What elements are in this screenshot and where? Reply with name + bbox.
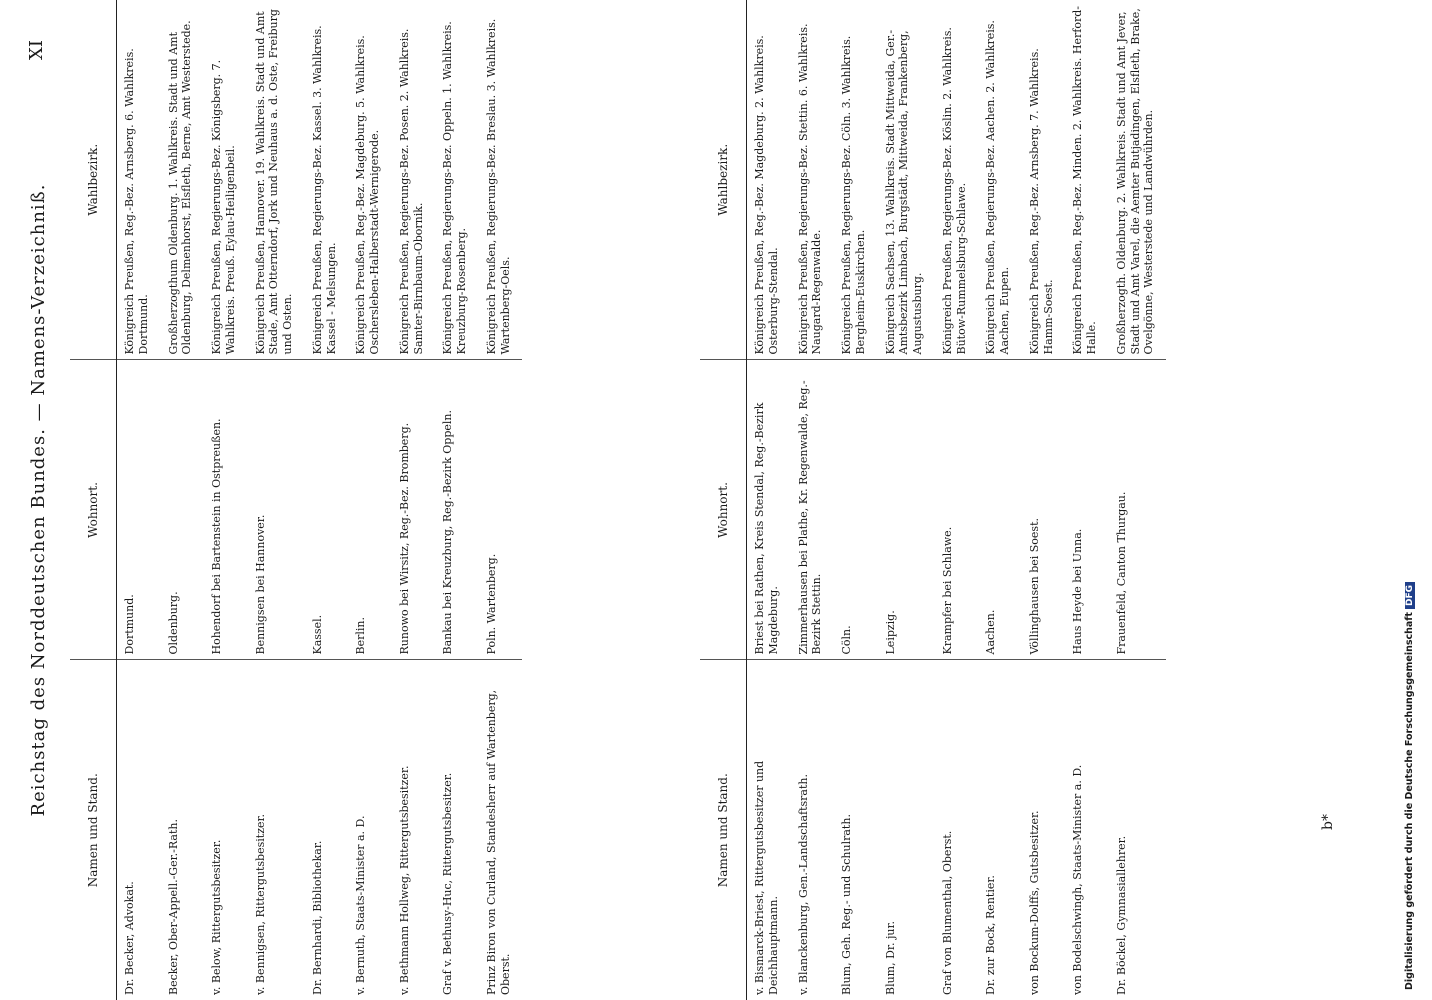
entry-name: Blum, Geh. Reg.- und Schulrath. bbox=[840, 814, 853, 995]
entry-name: v. Below, Rittergutsbesitzer. bbox=[210, 839, 223, 995]
entry-name: Graf von Blumenthal, Oberst. bbox=[940, 830, 954, 995]
entry-name: Dr. Bernhardi, Bibliothekar. bbox=[310, 840, 324, 995]
entry-wohnort: Briest bei Rathen, Kreis Stendal, Reg.-Bezirk Magdeburg. bbox=[747, 360, 791, 660]
entry-wahlbezirk: Königreich Preußen, Reg.-Bez. Magdeburg. 5. Wahlkreis. Oschersleben-Halberstadt-Wernigerode. bbox=[348, 0, 392, 360]
table-row bbox=[1109, 0, 1166, 1000]
table-row bbox=[878, 0, 935, 1000]
entry-wohnort: Bennigsen bei Hannover. bbox=[248, 360, 305, 660]
entry-wahlbezirk: Großherzogth. Oldenburg. 2. Wahlkreis. Stadt und Amt Jever, Stadt und Amt Varel, die Aemter Butjadingen, Elsfleth, Brake, Ovelgönne, Westerstede und Landwührden. bbox=[1109, 0, 1166, 360]
entry-wohnort: Poln. Wartenberg. bbox=[479, 360, 523, 660]
register-table-left bbox=[70, 0, 522, 1000]
entry-name: von Bodelschwingh, Staats-Minister a. D. bbox=[1071, 764, 1085, 995]
entry-name: Blum, Dr. jur. bbox=[883, 920, 897, 995]
entry-wohnort: Bankau bei Kreuzburg, Reg.-Bezirk Oppeln. bbox=[435, 360, 479, 660]
entry-wohnort: Oldenburg. bbox=[161, 360, 205, 660]
entry-name: Prinz Biron von Curland, Standesherr auf Wartenberg, Oberst. bbox=[484, 689, 512, 995]
table-row bbox=[204, 0, 248, 1000]
table-row bbox=[935, 0, 979, 1000]
entry-wahlbezirk: Königreich Preußen, Hannover. 19. Wahlkreis. Stadt und Amt Stade, Amt Otterndorf, Jork und Neuhaus a. d. Oste, Freiburg und Osten. bbox=[248, 0, 305, 360]
entry-name: Dr. Böckel, Gymnasiallehrer. bbox=[1114, 835, 1128, 995]
dfg-notice bbox=[1404, 10, 1415, 990]
entry-wahlbezirk: Königreich Preußen, Regierungs-Bez. Posen. 2. Wahlkreis. Samter-Birnbaum-Obornik. bbox=[392, 0, 436, 360]
entry-wahlbezirk: Königreich Preußen, Reg.-Bez. Minden. 2. Wahlkreis. Herford-Halle. bbox=[1065, 0, 1109, 360]
col-header-wohnort: Wohnort. bbox=[70, 360, 117, 660]
table-row bbox=[248, 0, 305, 1000]
entry-wahlbezirk: Königreich Preußen, Regierungs-Bez. Oppeln. 1. Wahlkreis. Kreuzburg-Rosenberg. bbox=[435, 0, 479, 360]
entry-name: Becker, Ober-Appell.-Ger.-Rath. bbox=[166, 819, 180, 995]
page-header bbox=[0, 0, 60, 1000]
header-row bbox=[700, 0, 747, 1000]
entry-name: v. Bethmann Hollweg, Rittergutsbesitzer. bbox=[397, 765, 411, 995]
entry-name: v. Bismarck-Briest, Rittergutsbesitzer und Deichhauptmann. bbox=[753, 760, 780, 995]
col-header-bezirk: Wahlbezirk. bbox=[700, 0, 747, 360]
entry-wohnort: Frauenfeld, Canton Thurgau. bbox=[1109, 360, 1166, 660]
table-row bbox=[1065, 0, 1109, 1000]
table-row bbox=[161, 0, 205, 1000]
table-row bbox=[834, 0, 878, 1000]
entry-name: v. Bennigsen, Rittergutsbesitzer. bbox=[253, 813, 267, 995]
entry-wohnort: Runowo bei Wirsitz, Reg.-Bez. Bromberg. bbox=[392, 360, 436, 660]
entry-wahlbezirk: Königreich Preußen, Reg.-Bez. Arnsberg. 7. Wahlkreis. Hamm-Soest. bbox=[1022, 0, 1066, 360]
signature-mark: b* bbox=[1320, 814, 1336, 830]
entry-wohnort: Dortmund. bbox=[117, 360, 161, 660]
entry-wohnort: Cöln. bbox=[834, 360, 878, 660]
entry-name: Dr. Becker, Advokat. bbox=[123, 881, 136, 995]
dfg-logo: DFG bbox=[1405, 582, 1415, 609]
col-header-bezirk: Wahlbezirk. bbox=[70, 0, 117, 360]
dfg-sidebar bbox=[1402, 0, 1432, 1000]
entry-wahlbezirk: Königreich Preußen, Regierungs-Bez. Aachen. 2. Wahlkreis. Aachen, Eupen. bbox=[978, 0, 1022, 360]
entry-wohnort: Völlinghausen bei Soest. bbox=[1022, 360, 1066, 660]
entry-name: v. Blanckenburg, Gen.-Landschaftsrath. bbox=[796, 774, 810, 995]
entry-wahlbezirk: Königreich Preußen, Regierungs-Bez. Köslin. 2. Wahlkreis. Bütow-Rummelsburg-Schlawe. bbox=[935, 0, 979, 360]
entry-wahlbezirk: Königreich Preußen, Regierungs-Bez. Stettin. 6. Wahlkreis. Naugard-Regenwalde. bbox=[791, 0, 835, 360]
entry-wahlbezirk: Königreich Preußen, Reg.-Bez. Arnsberg. 6. Wahlkreis. Dortmund. bbox=[117, 0, 161, 360]
col-header-name: Namen und Stand. bbox=[700, 660, 747, 1000]
entry-wohnort: Zimmerhausen bei Plathe, Kr. Regenwalde, Reg.-Bezirk Stettin. bbox=[791, 360, 835, 660]
entry-wohnort: Haus Heyde bei Unna. bbox=[1065, 360, 1109, 660]
table-row bbox=[117, 0, 161, 1000]
entry-name: von Bockum-Dolffs, Gutsbesitzer. bbox=[1027, 810, 1041, 995]
col-header-wohnort: Wohnort. bbox=[700, 360, 747, 660]
table-row bbox=[435, 0, 479, 1000]
entry-wahlbezirk: Königreich Preußen, Reg.-Bez. Magdeburg. 2. Wahlkreis. Osterburg-Stendal. bbox=[747, 0, 791, 360]
entry-wohnort: Krampfer bei Schlawe. bbox=[935, 360, 979, 660]
header-row bbox=[70, 0, 117, 1000]
table-left bbox=[70, 0, 522, 1000]
entry-wohnort: Aachen. bbox=[978, 360, 1022, 660]
entry-name: v. Bernuth, Staats-Minister a. D. bbox=[354, 815, 368, 995]
table-row bbox=[747, 0, 791, 1000]
entry-wohnort: Kassel. bbox=[305, 360, 349, 660]
entry-wahlbezirk: Königreich Preußen, Regierungs-Bez. Königsberg. 7. Wahlkreis. Preuß. Eylau-Heiligenbeil. bbox=[204, 0, 248, 360]
col-header-name: Namen und Stand. bbox=[70, 660, 117, 1000]
entry-wahlbezirk: Großherzogthum Oldenburg. 1. Wahlkreis. Stadt und Amt Oldenburg, Delmenhorst, Elsfleth, Berne, Amt Westerstede. bbox=[161, 0, 205, 360]
entry-name: Graf v. Bethusy-Huc, Rittergutsbesitzer. bbox=[441, 772, 455, 995]
page-title: Reichstag des Norddeutschen Bundes. — Namens-Verzeichniß. bbox=[28, 183, 49, 817]
table-right bbox=[700, 0, 1166, 1000]
table-row bbox=[791, 0, 835, 1000]
table-row bbox=[348, 0, 392, 1000]
entry-wohnort: Hohendorf bei Bartenstein in Ostpreußen. bbox=[204, 360, 248, 660]
table-row bbox=[479, 0, 523, 1000]
table-row bbox=[392, 0, 436, 1000]
entry-wahlbezirk: Königreich Preußen, Regierungs-Bez. Cöln. 3. Wahlkreis. Bergheim-Euskirchen. bbox=[834, 0, 878, 360]
table-row bbox=[1022, 0, 1066, 1000]
entry-wahlbezirk: Königreich Preußen, Regierungs-Bez. Kassel. 3. Wahlkreis. Kassel - Melsungen. bbox=[305, 0, 349, 360]
entry-wohnort: Berlin. bbox=[348, 360, 392, 660]
dfg-notice-text: Digitalisierung gefördert durch die Deutsche Forschungsgemeinschaft bbox=[1404, 612, 1415, 990]
entry-wohnort: Leipzig. bbox=[878, 360, 935, 660]
entry-name: Dr. zur Bock, Rentier. bbox=[984, 875, 998, 995]
register-table-right bbox=[700, 0, 1166, 1000]
table-row bbox=[305, 0, 349, 1000]
page-number: XI bbox=[26, 40, 47, 60]
entry-wahlbezirk: Königreich Preußen, Regierungs-Bez. Breslau. 3. Wahlkreis. Wartenberg-Oels. bbox=[479, 0, 523, 360]
table-row bbox=[978, 0, 1022, 1000]
entry-wahlbezirk: Königreich Sachsen, 13. Wahlkreis. Stadt Mittweida, Ger.-Amtsbezirk Limbach, Burgstädt, Mittweida, Frankenberg, Augustusburg. bbox=[878, 0, 935, 360]
